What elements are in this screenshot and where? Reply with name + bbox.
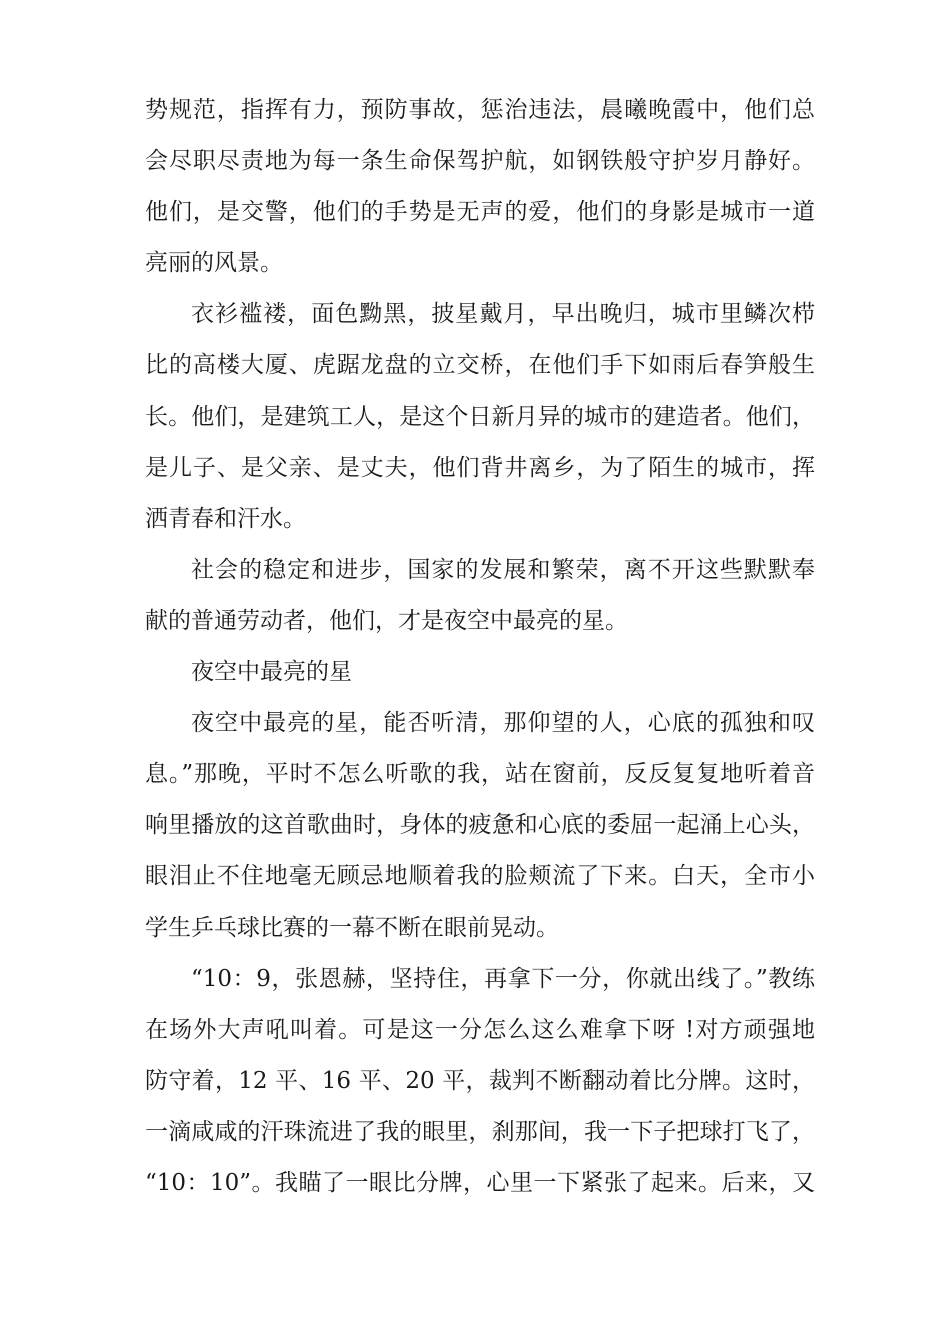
text-line: 眼泪止不住地毫无顾忌地顺着我的脸颊流了下来。白天，全市小 [145, 863, 815, 890]
text-line: “10：9，张恩赫，坚持住，再拿下一分，你就出线了。”教练 [191, 965, 815, 992]
text-line: 势规范，指挥有力，预防事故，惩治违法，晨曦晚霞中，他们总 [145, 97, 815, 123]
document-page [145, 85, 815, 1209]
text-line: 夜空中最亮的星，能否听清，那仰望的人，心底的孤独和叹 [191, 710, 815, 737]
text-line: 是儿子、是父亲、是丈夫，他们背井离乡，为了陌生的城市，挥 [145, 454, 815, 481]
text-line: 在场外大声吼叫着。可是这一分怎么这么难拿下呀 !对方顽强地 [145, 1016, 815, 1043]
text-line: 献的普通劳动者，他们，才是夜空中最亮的星。 [145, 607, 628, 634]
text-body [145, 85, 815, 1209]
text-line: 他们，是交警，他们的手势是无声的爱，他们的身影是城市一道 [145, 199, 815, 226]
text-line: 学生乒乓球比赛的一幕不断在眼前晃动。 [145, 914, 559, 941]
text-line: 社会的稳定和进步，国家的发展和繁荣，离不开这些默默奉 [191, 556, 815, 583]
text-line: “10：10”。我瞄了一眼比分牌，心里一下紧张了起来。后来，又 [145, 1169, 815, 1196]
text-line: 洒青春和汗水。 [145, 505, 306, 532]
text-line: 长。他们，是建筑工人，是这个日新月异的城市的建造者。他们， [145, 403, 815, 430]
text-line: 比的高楼大厦、虎踞龙盘的立交桥，在他们手下如雨后春笋般生 [145, 352, 815, 379]
text-line: 夜空中最亮的星 [191, 659, 352, 686]
text-line: 一滴咸咸的汗珠流进了我的眼里，刹那间，我一下子把球打飞了， [145, 1118, 815, 1145]
text-line: 衣衫褴褛，面色黝黑，披星戴月，早出晚归，城市里鳞次栉 [191, 301, 815, 328]
text-line: 亮丽的风景。 [145, 250, 283, 277]
text-line: 防守着，12 平、16 平、20 平，裁判不断翻动着比分牌。这时， [145, 1067, 815, 1094]
text-line: 响里播放的这首歌曲时，身体的疲惫和心底的委屈一起涌上心头， [145, 812, 815, 839]
text-line: 息。”那晚，平时不怎么听歌的我，站在窗前，反反复复地听着音 [145, 761, 815, 788]
text-line: 会尽职尽责地为每一条生命保驾护航，如钢铁般守护岁月静好。 [145, 148, 815, 175]
